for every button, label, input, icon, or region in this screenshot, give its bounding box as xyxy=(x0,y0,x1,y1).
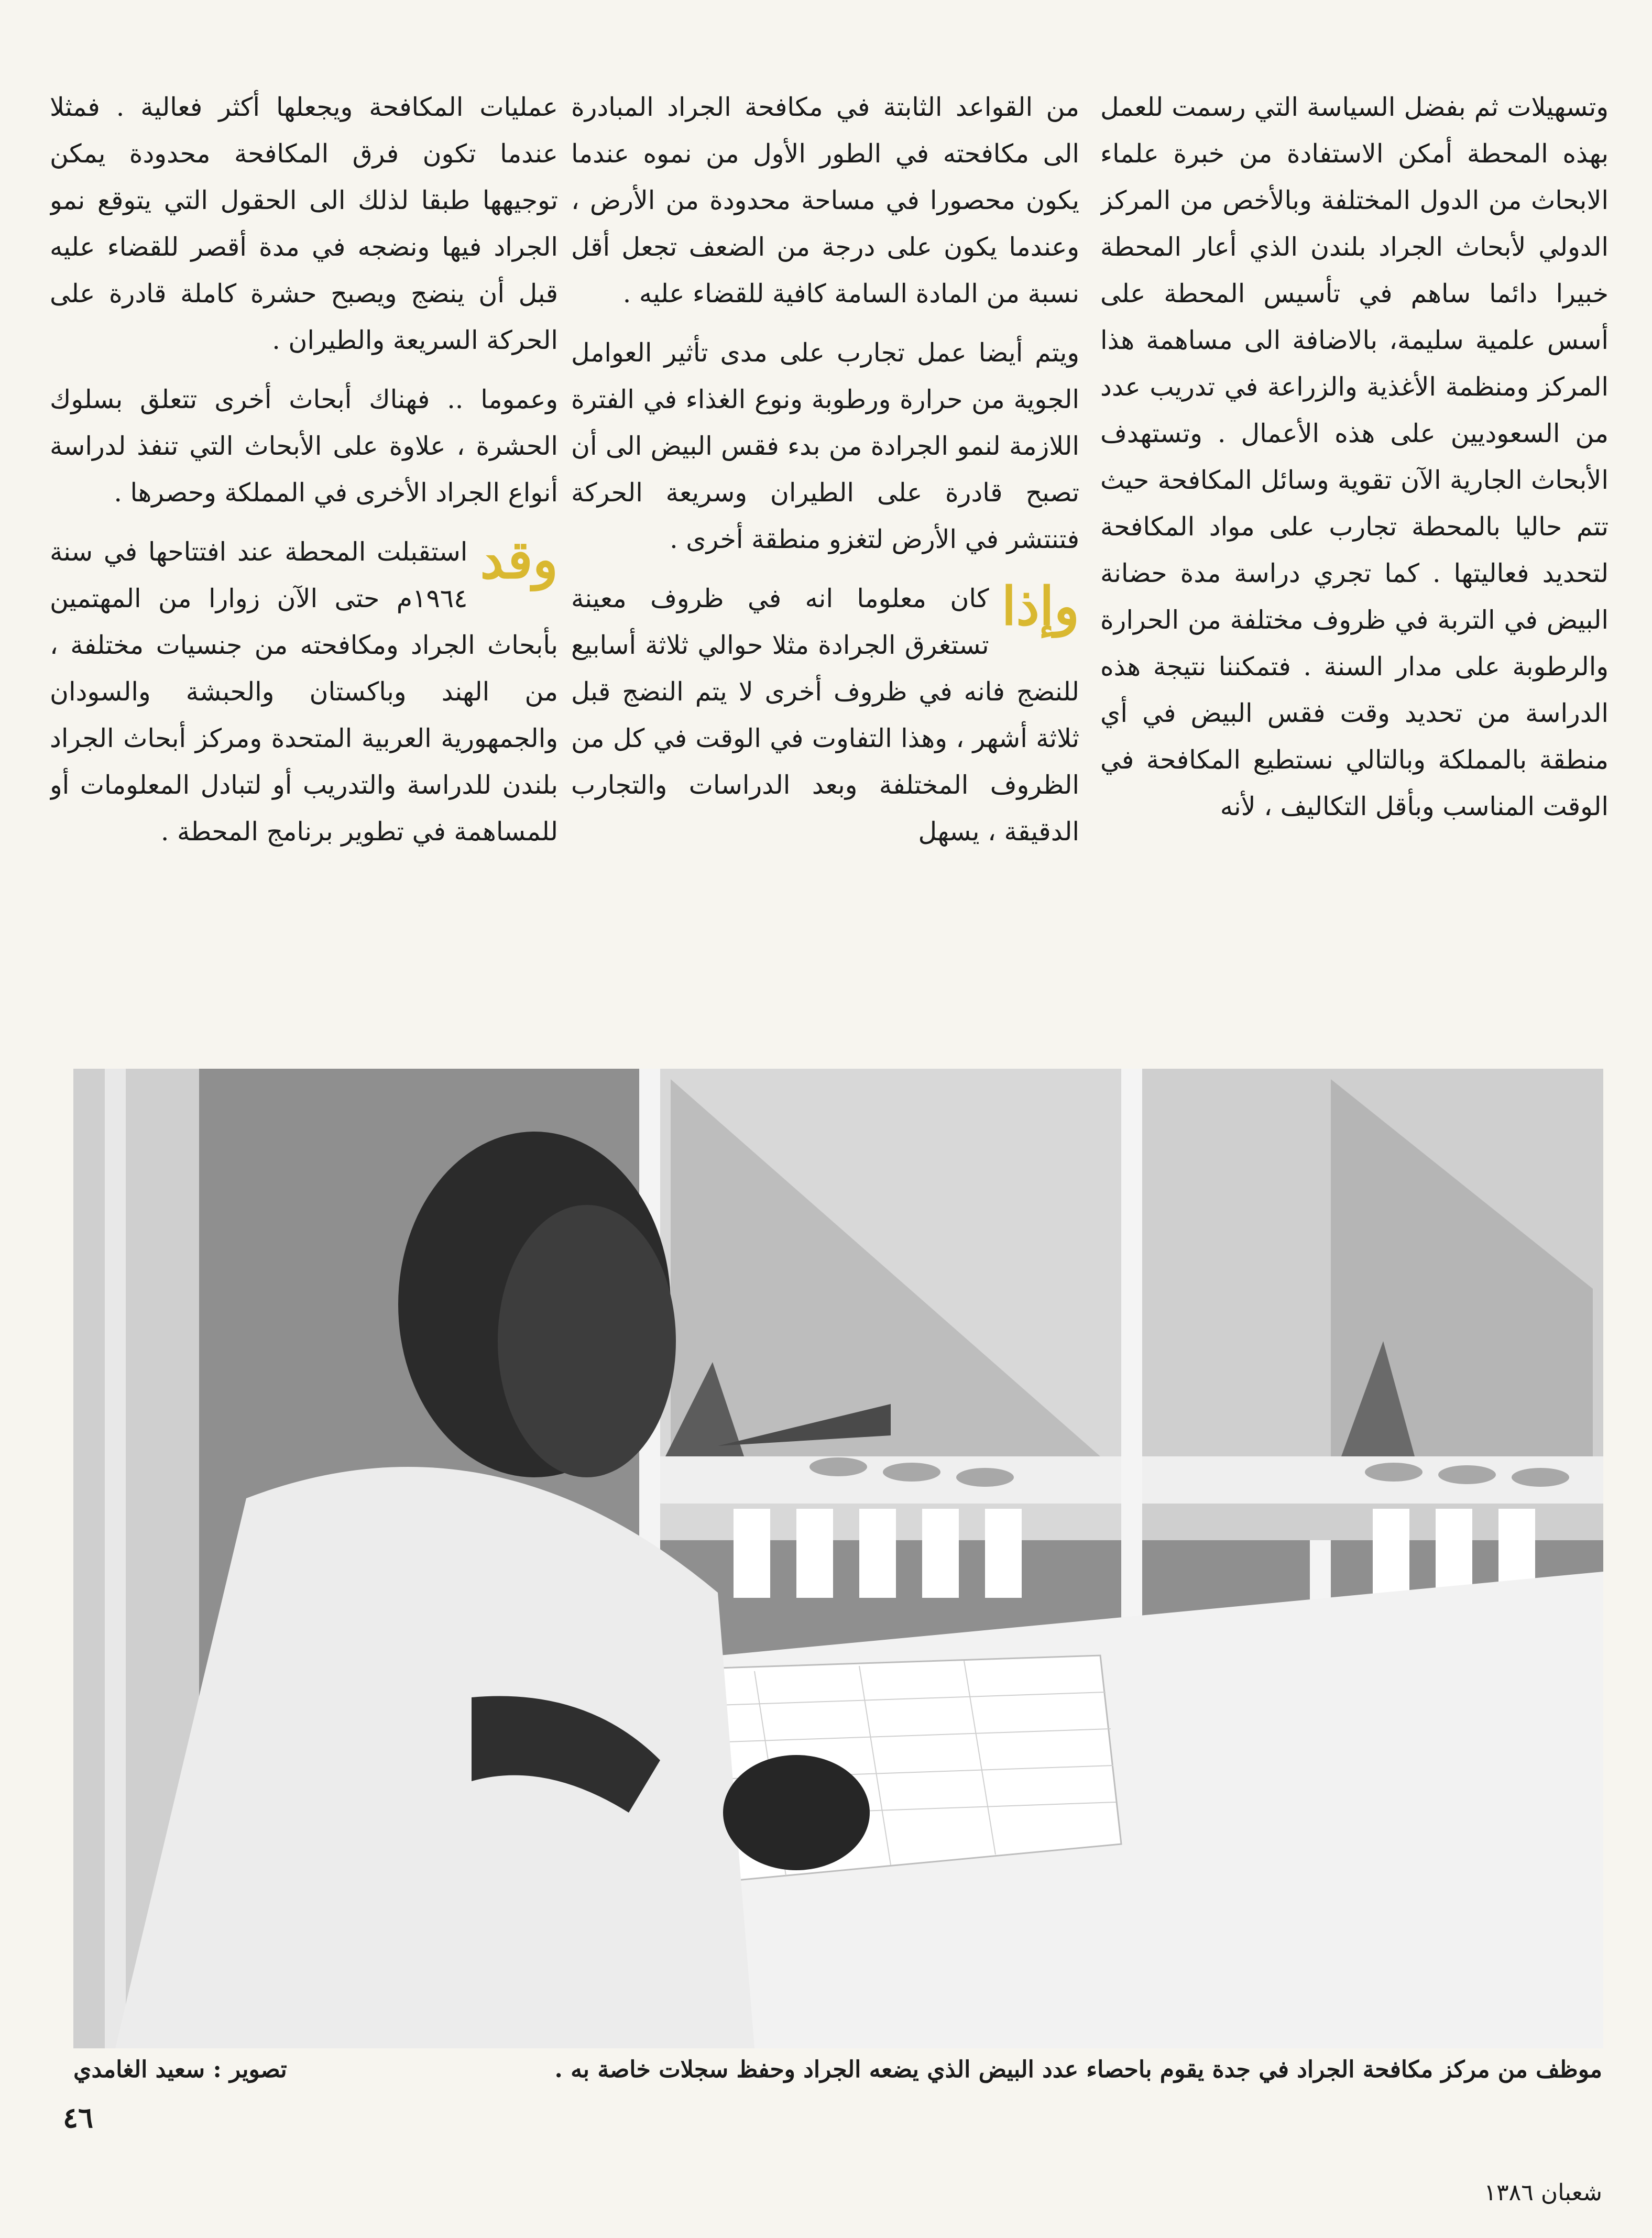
paragraph-text: استقبلت المحطة عند افتتاحها في سنة ١٩٦٤م حتى الآن زوارا من المهتمين بأبحاث الجراد ومكافحته من جنسيات مختلفة ، من الهند وباكستان والحبشة والسودان والجمهورية العربية المتحدة ومركز أبحاث الجراد بلندن للدراسة والتدريب أو لتبادل المعلومات أو للمساهمة في تطوير برنامج المحطة . xyxy=(50,537,558,847)
paragraph-with-dropcap xyxy=(50,529,558,855)
paragraph: عمليات المكافحة ويجعلها أكثر فعالية . فمثلا عندما تكون فرق المكافحة محدودة يمكن توجيهها طبقا لذلك الى الحقول التي يتوقع نمو الجراد فيها ونضجه في مدة أقصر للقضاء عليه قبل أن ينضج ويصبح حشرة كاملة قادرة على الحركة السريعة والطيران . xyxy=(50,92,558,355)
text-column-middle xyxy=(571,84,1079,1032)
issue-date: شعبان ١٣٨٦ xyxy=(1484,2179,1602,2206)
paragraph: من القواعد الثابتة في مكافحة الجراد المبادرة الى مكافحته في الطور الأول من نموه عندما يكون محصورا في مساحة محدودة من الأرض ، وعندما يكون على درجة من الضعف تجعل أقل نسبة من المادة السامة كافية للقضاء عليه . xyxy=(571,92,1079,309)
text-column-left xyxy=(50,84,558,1032)
photograph xyxy=(73,1069,1603,2048)
photo-illustration xyxy=(73,1069,1603,2048)
photo-credit: تصوير : سعيد الغامدي xyxy=(73,2056,287,2083)
paragraph-text: كان معلوما انه في ظروف معينة تستغرق الجرادة مثلا حوالي ثلاثة أسابيع للنضج فانه في ظروف أخرى لا يتم النضج قبل ثلاثة أشهر ، وهذا التفاوت في الوقت في كل من الظروف المختلفة وبعد الدراسات والتجارب الدقيقة ، يسهل xyxy=(571,584,1079,847)
paragraph-with-dropcap xyxy=(571,575,1079,855)
photo-caption: موظف من مركز مكافحة الجراد في جدة يقوم باحصاء عدد البيض الذي يضعه الجراد وحفظ سجلات خاصة به . xyxy=(554,2056,1602,2083)
dropcap: وإذا xyxy=(1001,575,1079,637)
dropcap: وقد xyxy=(480,529,558,590)
paragraph: وعموما .. فهناك أبحاث أخرى تتعلق بسلوك الحشرة ، علاوة على الأبحاث التي تنفذ لدراسة أنواع الجراد الأخرى في المملكة وحصرها . xyxy=(50,385,558,508)
page-number: ٤٦ xyxy=(63,2101,94,2134)
paragraph: وتسهيلات ثم بفضل السياسة التي رسمت للعمل بهذه المحطة أمكن الاستفادة من خبرة علماء الابحاث من الدول المختلفة وبالأخص من المركز الدولي لأبحاث الجراد بلندن الذي أعار المحطة خبيرا دائما ساهم في تأسيس المحطة على أسس علمية سليمة، بالاضافة الى مساهمة هذا المركز ومنظمة الأغذية والزراعة في تدريب عدد من السعوديين على هذه الأعمال . وتستهدف الأبحاث الجارية الآن تقوية وسائل المكافحة حيث تتم حاليا بالمحطة تجارب على مواد المكافحة لتحديد فعاليتها . كما تجري دراسة مدة حضانة البيض في التربة في ظروف مختلفة من الحرارة والرطوبة على مدار السنة . فتمكننا نتيجة هذه الدراسة من تحديد وقت فقس البيض في أي منطقة بالمملكة وبالتالي نستطيع المكافحة في الوقت المناسب وبأقل التكاليف ، لأنه xyxy=(1100,92,1609,821)
text-column-right xyxy=(1100,84,1609,1032)
paragraph: ويتم أيضا عمل تجارب على مدى تأثير العوامل الجوية من حرارة ورطوبة ونوع الغذاء في الفترة اللازمة لنمو الجرادة من بدء فقس البيض الى أن تصبح قادرة على الطيران وسريعة الحركة فتنتشر في الأرض لتغزو منطقة أخرى . xyxy=(571,338,1079,554)
